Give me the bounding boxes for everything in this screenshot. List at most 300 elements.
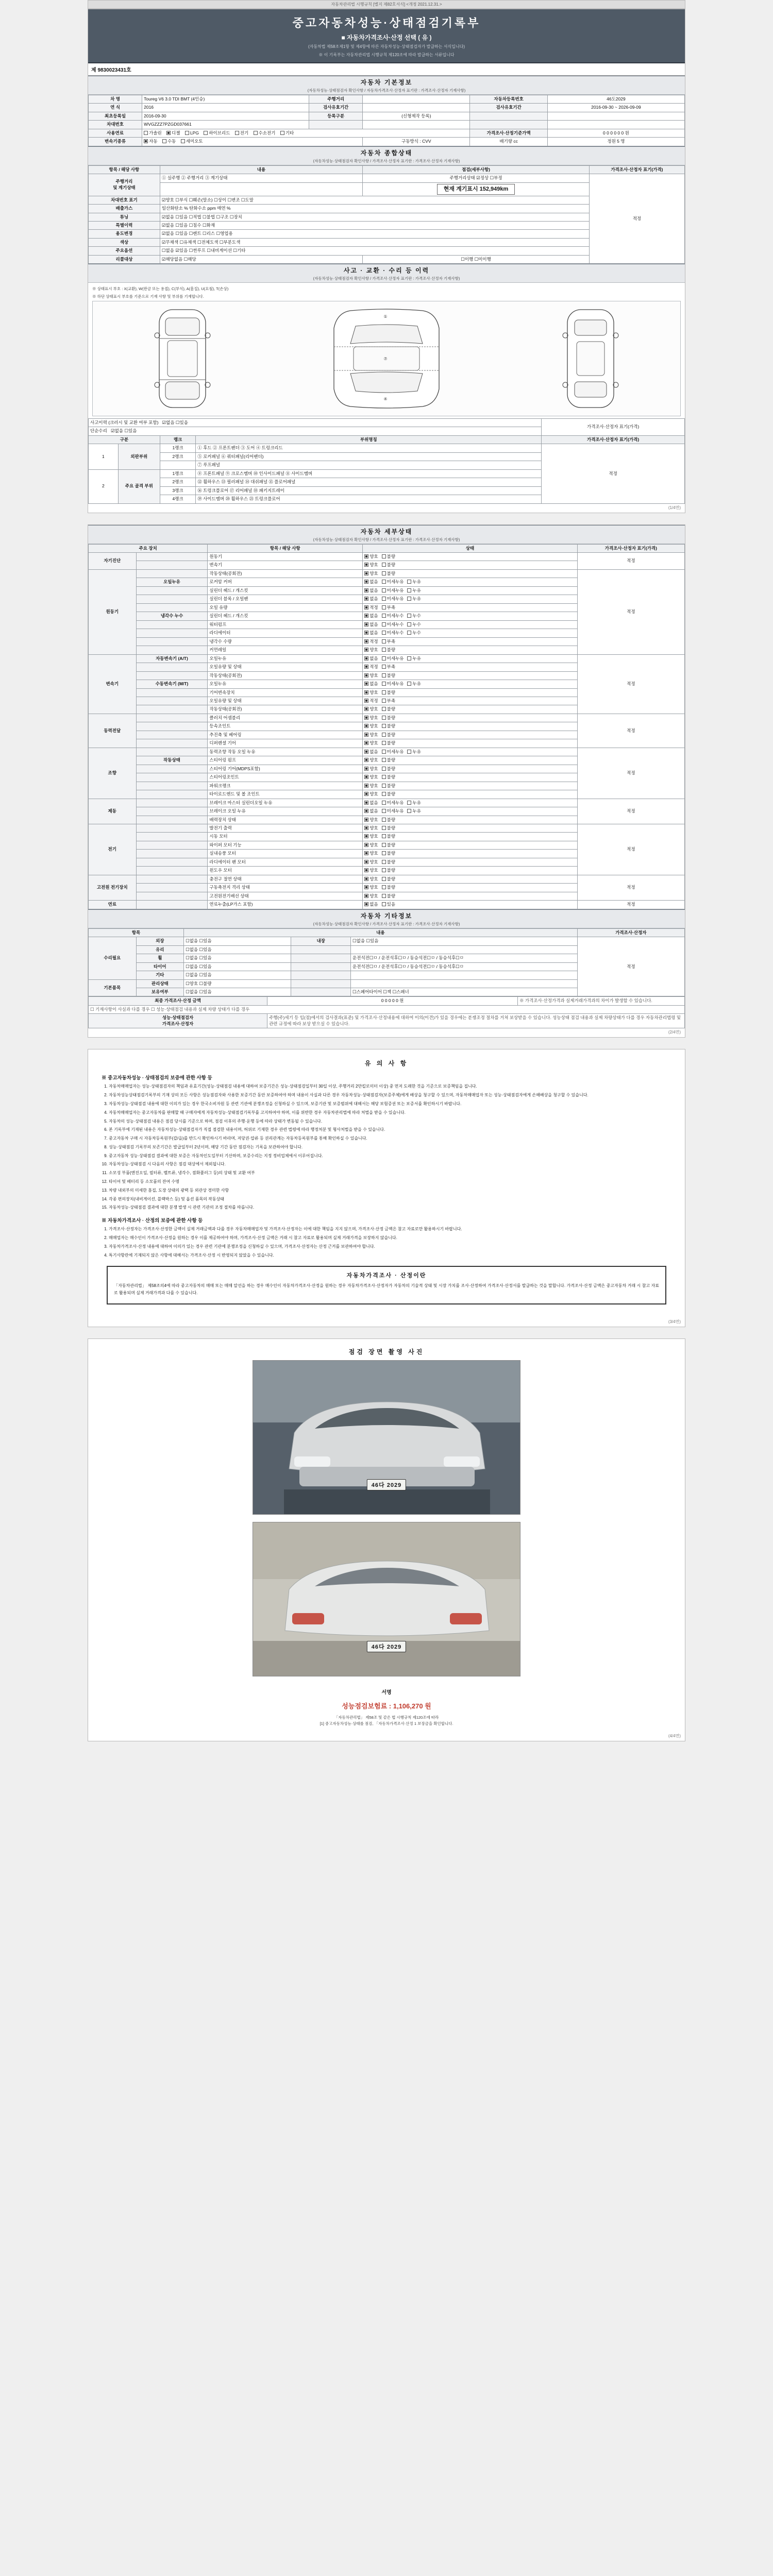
car-diagrams <box>92 301 681 416</box>
detail-subcategory <box>136 748 208 756</box>
state-checkbox[interactable]: 미세누유 <box>382 800 404 806</box>
section-basic-title: 자동차 기본정보 <box>360 79 413 86</box>
other-item-value-2[interactable]: 운전석전☐ㅁ / 운전석후☐ㅁ / 동승석전☐ㅁ / 동승석후☐ㅁ <box>351 954 578 962</box>
state-checkbox[interactable]: 불량 <box>382 673 395 679</box>
detail-item-state[interactable] <box>363 553 578 561</box>
detail-item-state[interactable] <box>363 722 578 731</box>
state-checkbox[interactable]: 불량 <box>382 690 395 696</box>
state-checkbox[interactable]: 적정 <box>364 639 378 645</box>
state-checkbox[interactable]: 불량 <box>382 723 395 729</box>
detail-item-name: 와이퍼 모터 기능 <box>208 841 363 849</box>
accident-history-table <box>88 418 685 504</box>
section-accident-desc: (자동차성능·상태점검자 확인사항 / 가격조사·산정자 표기란 : 가격조사·산정자 기재사항) <box>313 276 460 281</box>
accident-question-0: 사고이력 (크러시 및 교환 여부 포함) ☑없음 ☐있음 <box>89 418 542 427</box>
detail-subcategory <box>136 833 208 841</box>
section-overall-title: 자동차 종합상태 <box>360 149 413 157</box>
signature-label: 서명 <box>381 1689 392 1696</box>
label-reg-number: 자동차등록번호 <box>470 95 547 104</box>
detail-subcategory <box>136 765 208 773</box>
other-item-value-2[interactable]: ☐스페어타이어 ☐잭 ☐스패너 <box>351 988 578 996</box>
table-row <box>89 654 685 663</box>
table-row <box>89 569 685 578</box>
state-checkbox[interactable]: 미세누유 <box>382 808 404 814</box>
final-price-amount: 0 0 0 0 0 원 <box>267 997 518 1005</box>
state-checkbox[interactable]: 불량 <box>382 851 395 856</box>
fuel-option[interactable]: LPG <box>185 130 199 136</box>
detail-subcategory <box>136 553 208 561</box>
photo-footnote <box>88 1713 685 1732</box>
detail-item-name: 타이로드엔드 및 볼 조인트 <box>208 790 363 799</box>
detail-item-state[interactable] <box>363 688 578 697</box>
state-checkbox[interactable]: 있음 <box>382 902 395 907</box>
state-checkbox[interactable]: 양호 <box>364 715 378 721</box>
state-checkbox[interactable]: 미세누유 <box>382 656 404 662</box>
state-checkbox[interactable]: 불량 <box>382 562 395 568</box>
state-checkbox[interactable]: 불량 <box>382 893 395 899</box>
state-checkbox[interactable]: 불량 <box>382 825 395 831</box>
row-label-usechange: 용도변경 <box>89 230 160 238</box>
detail-item-state[interactable] <box>363 663 578 671</box>
state-checkbox[interactable]: 불량 <box>382 766 395 772</box>
detail-price-value: 적정 <box>577 654 684 714</box>
section-basic-info <box>88 76 685 95</box>
notice-heading-2: ※ 자동차가격조사 · 산정의 보증에 관한 사항 등 <box>102 1218 203 1224</box>
detail-item-state[interactable] <box>363 807 578 816</box>
detail-item-state[interactable] <box>363 892 578 900</box>
state-checkbox[interactable]: 부족 <box>382 698 395 704</box>
detail-subcategory <box>136 569 208 578</box>
state-checkbox[interactable]: 양호 <box>364 690 378 696</box>
state-checkbox[interactable]: 양호 <box>364 885 378 890</box>
state-checkbox[interactable]: 누유 <box>407 808 421 814</box>
detail-state-body <box>89 553 685 909</box>
value-mileage <box>363 95 470 104</box>
state-checkbox[interactable]: 미세누유 <box>382 596 404 602</box>
detail-price-value: 적정 <box>577 714 684 748</box>
state-checkbox[interactable]: 적정 <box>364 664 378 670</box>
detail-subcategory <box>136 595 208 603</box>
state-checkbox[interactable]: 불량 <box>382 817 395 823</box>
detail-item-state[interactable] <box>363 799 578 807</box>
state-checkbox[interactable]: 양호 <box>364 723 378 729</box>
detail-item-state[interactable] <box>363 765 578 773</box>
state-checkbox[interactable]: 없음 <box>364 749 378 755</box>
detail-price-value: 적정 <box>577 799 684 824</box>
other-info-table <box>88 928 685 997</box>
detail-item-state[interactable] <box>363 561 578 569</box>
signature-block-label: 성능·상태점검자 가격조사·산정자 <box>89 1014 267 1028</box>
detail-item-name: 변속기 <box>208 561 363 569</box>
table-row <box>89 553 685 561</box>
state-checkbox[interactable]: 적정 <box>364 698 378 704</box>
value-vin: WVGZZZ7PZGD037661 <box>142 121 309 129</box>
state-checkbox[interactable]: 부족 <box>382 664 395 670</box>
state-checkbox[interactable]: 불량 <box>382 859 395 865</box>
state-checkbox[interactable]: 양호 <box>364 774 378 780</box>
row-label-tuning: 튜닝 <box>89 213 160 221</box>
detail-item-state[interactable] <box>363 884 578 892</box>
detail-item-name: 구동축전지 격리 상태 <box>208 884 363 892</box>
fuel-option[interactable]: 가솔린 <box>144 130 162 136</box>
table-row <box>89 104 685 112</box>
group-no-2: 2 <box>89 469 119 503</box>
detail-item-name: 오일 유량 <box>208 603 363 612</box>
fuel-option[interactable]: 전기 <box>235 130 248 136</box>
state-checkbox[interactable]: 누수 <box>407 613 421 619</box>
row-label-mileage-meter: 주행거리 및 계기상태 <box>89 174 160 196</box>
state-checkbox[interactable]: 양호 <box>364 562 378 568</box>
state-checkbox[interactable]: 없음 <box>364 588 378 594</box>
detail-item-name: 윈도우 모터 <box>208 867 363 875</box>
other-item-value[interactable]: ☐없음 ☐있음 <box>184 937 291 945</box>
detail-item-state[interactable] <box>363 901 578 909</box>
row-content-3: 일산화탄소 % 탄화수소 ppm 매연 % <box>160 205 589 213</box>
state-checkbox[interactable]: 불량 <box>382 774 395 780</box>
detail-item-state[interactable] <box>363 824 578 833</box>
other-item-value[interactable]: ☐없음 ☐있음 <box>184 988 291 996</box>
detail-item-state[interactable] <box>363 816 578 824</box>
state-checkbox[interactable]: 불량 <box>382 715 395 721</box>
rank-cell: 1랭크 <box>160 469 195 478</box>
detail-item-name: 연료누출(LP가스 포함) <box>208 901 363 909</box>
detail-subcategory <box>136 731 208 739</box>
detail-item-name: 라디에이터 <box>208 629 363 637</box>
state-checkbox[interactable]: 누유 <box>407 579 421 585</box>
state-checkbox[interactable]: 불량 <box>382 783 395 789</box>
detail-category: 연료 <box>89 901 137 909</box>
table-row <box>89 174 685 182</box>
detail-item-state[interactable] <box>363 586 578 595</box>
notice-item: 1. 자동차매매업자는 성능·상태점검자의 책임과 유효기간(성능·상태점검 내용에 대하여 보증기간은 성능·상태점검일부터 30일 이상, 주행거리 2만킬로미터 이상) 중 먼저 도래한 것을 기준으로 보증책임을 집니다. <box>109 1083 671 1090</box>
notice-item: 8. 성능·상태점검 기록부의 보존기간은 발급일부터 2년이며, 해당 기간 동안 점검자는 기록을 보관하여야 합니다. <box>109 1144 671 1151</box>
detail-category: 조향 <box>89 748 137 799</box>
table-row <box>89 901 685 909</box>
detail-subcategory <box>136 714 208 722</box>
state-checkbox[interactable]: 양호 <box>364 554 378 560</box>
state-checkbox[interactable]: 불량 <box>382 571 395 577</box>
other-item-name: 타이어 <box>136 962 184 971</box>
fuel-option[interactable]: 하이브리드 <box>204 130 230 136</box>
section-other-title: 자동차 기타정보 <box>360 912 413 920</box>
detail-item-state[interactable] <box>363 671 578 680</box>
other-group-basic: 기본품목 <box>89 979 137 996</box>
section-overall-state <box>88 146 685 165</box>
other-item-name: 외장 <box>136 937 184 945</box>
detail-item-state[interactable] <box>363 790 578 799</box>
state-checkbox[interactable]: 없음 <box>364 596 378 602</box>
detail-item-state[interactable] <box>363 569 578 578</box>
state-checkbox[interactable]: 양호 <box>364 757 378 763</box>
col-other-content: 내용 <box>184 928 578 937</box>
detail-item-name: 스티어링조인트 <box>208 773 363 782</box>
state-checkbox[interactable]: 양호 <box>364 817 378 823</box>
form-legal-note: 자동차관리법 시행규칙 [별지 제82호서식] <개정 2021.12.31.> <box>88 0 685 9</box>
label-first-reg: 최초등록일 <box>89 112 142 120</box>
other-item-name: 유리 <box>136 945 184 954</box>
notice-item: 2. 매매업자는 매수인이 가격조사·산정을 원하는 경우 이를 제공하여야 하며, 가격조사·산정 금액은 거래 시 참고 자료로 활용되며 실제 거래가격을 보장하지 않습니다. <box>109 1235 671 1242</box>
state-checkbox[interactable]: 양호 <box>364 825 378 831</box>
detail-subcategory <box>136 663 208 671</box>
col-item: 항목 / 해당 사항 <box>89 165 160 174</box>
other-item-name-2 <box>291 945 351 954</box>
vehicle-photo-front <box>253 1360 520 1515</box>
other-item-name: 보유여부 <box>136 988 184 996</box>
page-mark-3: (3/4면) <box>668 1319 681 1324</box>
state-checkbox[interactable]: 불량 <box>382 876 395 882</box>
row-label-recall: 리콜대상 <box>89 255 160 263</box>
label-base-price: 가격조사·산정기준가액 <box>470 129 547 137</box>
state-checkbox[interactable]: 미세누유 <box>382 681 404 687</box>
state-checkbox[interactable]: 양호 <box>364 868 378 873</box>
state-checkbox[interactable]: 양호 <box>364 571 378 577</box>
table-row <box>89 1005 685 1013</box>
detail-category: 전기 <box>89 824 137 875</box>
detail-item-name: 파워크랭크 <box>208 782 363 790</box>
detail-item-state[interactable] <box>363 748 578 756</box>
detail-item-name: 작동상태(공회전) <box>208 569 363 578</box>
state-checkbox[interactable]: 미세누유 <box>382 588 404 594</box>
state-checkbox[interactable]: 양호 <box>364 859 378 865</box>
state-checkbox[interactable]: 없음 <box>364 656 378 662</box>
state-checkbox[interactable]: 양호 <box>364 893 378 899</box>
state-checkbox[interactable]: 없음 <box>364 800 378 806</box>
state-checkbox[interactable]: 양호 <box>364 706 378 712</box>
other-item-value[interactable]: ☐없음 ☐있음 <box>184 962 291 971</box>
state-checkbox[interactable]: 양호 <box>364 834 378 839</box>
value-blank-2 <box>363 121 470 129</box>
state-checkbox[interactable]: 없음 <box>364 579 378 585</box>
state-checkbox[interactable]: 불량 <box>382 868 395 873</box>
photo-section-title: 점검 장면 촬영 사진 <box>348 1348 425 1355</box>
other-item-value[interactable]: ☐양호 ☐불량 <box>184 979 291 988</box>
state-checkbox[interactable]: 양호 <box>364 842 378 848</box>
notice-list-2 <box>109 1226 671 1259</box>
footnote-line-1: 「자동차관리법」 제58조 및 같은 법 시행규칙 제120조에 따라 <box>334 1715 439 1720</box>
detail-category: 제동 <box>89 799 137 824</box>
rank-cell: 4랭크 <box>160 495 195 503</box>
detail-item-state[interactable] <box>363 705 578 714</box>
state-checkbox[interactable]: 양호 <box>364 791 378 797</box>
group-title-2: 주요 골격 부위 <box>118 469 160 503</box>
fuel-option[interactable]: 수소전기 <box>254 130 276 136</box>
notice-item: 13. 차량 내외부의 미세한 흠집, 도장 상태의 광택 등 외관상 경미한 사항 <box>109 1188 671 1194</box>
detail-item-name: 기어변속장치 <box>208 688 363 697</box>
state-checkbox[interactable]: 불량 <box>382 791 395 797</box>
other-item-value-2[interactable]: ☐없음 ☐있음 <box>351 937 578 945</box>
state-checkbox[interactable]: 없음 <box>364 681 378 687</box>
table-row <box>89 444 685 452</box>
other-item-value-2[interactable] <box>351 971 578 979</box>
state-checkbox[interactable]: 누유 <box>407 749 421 755</box>
state-checkbox[interactable]: 미세누수 <box>382 613 404 619</box>
state-checkbox[interactable]: 불량 <box>382 732 395 738</box>
state-checkbox[interactable]: 부족 <box>382 605 395 611</box>
state-checkbox[interactable]: 적정 <box>364 605 378 611</box>
detail-subcategory: 자동변속기 (A/T) <box>136 654 208 663</box>
state-checkbox[interactable]: 없음 <box>364 613 378 619</box>
detail-subcategory <box>136 875 208 883</box>
row-label-emission: 배출가스 <box>89 205 160 213</box>
state-checkbox[interactable]: 누유 <box>407 656 421 662</box>
detail-subcategory <box>136 620 208 629</box>
page-4 <box>88 1338 685 1741</box>
state-checkbox[interactable]: 불량 <box>382 706 395 712</box>
vehicle-photo-front-image <box>253 1361 520 1515</box>
detail-item-state[interactable] <box>363 850 578 858</box>
state-checkbox[interactable]: 양호 <box>364 647 378 653</box>
detail-item-name: 작동상태(공회전) <box>208 705 363 714</box>
fuel-option[interactable]: 디젤 <box>166 130 180 136</box>
detail-item-state[interactable] <box>363 714 578 722</box>
state-checkbox[interactable]: 누유 <box>407 588 421 594</box>
detail-item-state[interactable] <box>363 629 578 637</box>
part-names: ⑤ 로커패널 ⑥ 쿼터패널(리어팬더) <box>196 452 542 461</box>
detail-item-state[interactable] <box>363 739 578 748</box>
notice-section <box>88 1049 685 1317</box>
state-checkbox[interactable]: 불량 <box>382 885 395 890</box>
detail-subcategory <box>136 561 208 569</box>
state-checkbox[interactable]: 없음 <box>364 622 378 628</box>
detail-item-state[interactable] <box>363 603 578 612</box>
accident-price-label: 가격조사·산정자 표기(가격) <box>542 418 685 435</box>
state-checkbox[interactable]: 불량 <box>382 554 395 560</box>
detail-item-state[interactable] <box>363 731 578 739</box>
row-content-0: ① 실주행 ② 주행거리 ③ 계기상태 <box>160 174 362 182</box>
notice-item: 3. 자동차성능·상태점검 내용에 대한 이의가 있는 경우 한국소비자원 등 관련 기관에 분쟁조정을 신청하실 수 있으며, 보증기관 및 보증범위에 대해서는 해당 보험증권 또는 보증서를 확인하시기 바랍니다. <box>109 1101 671 1108</box>
trans-option[interactable]: 세미오토 <box>181 139 203 144</box>
detail-item-state[interactable] <box>363 578 578 586</box>
detail-item-state[interactable] <box>363 620 578 629</box>
detail-item-name: 스티어링 기어(MDPS포함) <box>208 765 363 773</box>
other-item-name: 관리상태 <box>136 979 184 988</box>
detail-item-state[interactable] <box>363 756 578 765</box>
detail-item-state[interactable] <box>363 680 578 688</box>
state-checkbox[interactable]: 미세누유 <box>382 579 404 585</box>
detail-subcategory <box>136 841 208 849</box>
detail-item-state[interactable] <box>363 841 578 849</box>
state-checkbox[interactable]: 양호 <box>364 766 378 772</box>
detail-item-state[interactable] <box>363 867 578 875</box>
state-checkbox[interactable]: 불량 <box>382 757 395 763</box>
final-price-label: 최종 가격조사·산정 금액 <box>89 997 267 1005</box>
state-checkbox[interactable]: 누유 <box>407 681 421 687</box>
detail-category: 자기진단 <box>89 553 137 570</box>
other-item-name-2 <box>291 954 351 962</box>
detail-item-name: 등속조인트 <box>208 722 363 731</box>
state-checkbox[interactable]: 양호 <box>364 673 378 679</box>
svg-text:④: ④ <box>383 396 388 401</box>
state-checkbox[interactable]: 양호 <box>364 876 378 882</box>
label-inspection-valid: 검사유효기간 <box>470 104 547 112</box>
value-blank-1 <box>547 112 684 120</box>
state-checkbox[interactable]: 불량 <box>382 647 395 653</box>
state-checkbox[interactable]: 누유 <box>407 800 421 806</box>
state-checkbox[interactable]: 없음 <box>364 902 378 907</box>
detail-item-state[interactable] <box>363 646 578 654</box>
detail-item-state[interactable] <box>363 773 578 782</box>
detail-item-name: 원동기 <box>208 553 363 561</box>
notice-item: 2. 자동차성능상태점검기록부의 기재 상의 모든 사항은 성능점검자와 사용한 보증기간 동안 보증하여야 하며 내용이 사실과 다른 경우 자동차성능·상태점검자(보증주체)에게 배상을 청구할 수 있으며, 자동차매매업자 또는 성능·상태점검자에게 손해배상을 청구할 수 있습니다. <box>109 1092 671 1099</box>
state-checkbox[interactable]: 미세누수 <box>382 630 404 636</box>
basic-info-table <box>88 95 685 146</box>
row-content-6: ☑없음 ☐있음 ☐렌트 ☐리스 ☐영업용 <box>160 230 589 238</box>
state-checkbox[interactable]: 불량 <box>382 740 395 746</box>
state-checkbox[interactable]: 없음 <box>364 808 378 814</box>
other-item-name-2 <box>291 979 351 988</box>
detail-item-state[interactable] <box>363 697 578 705</box>
drive-type: 구동방식 : CVV <box>363 138 470 146</box>
detail-item-state[interactable] <box>363 833 578 841</box>
fuel-option[interactable]: 기타 <box>280 130 294 136</box>
part-names: ⑯ 트렁크플로어 ⑰ 리어패널 ⑱ 패키지트레이 <box>196 486 542 495</box>
other-item-value[interactable]: ☐없음 ☐있음 <box>184 971 291 979</box>
state-checkbox[interactable]: 누수 <box>407 630 421 636</box>
detail-item-state[interactable] <box>363 875 578 883</box>
detail-category: 원동기 <box>89 569 137 654</box>
table-row-fuel <box>89 129 685 137</box>
state-checkbox[interactable]: 미세누수 <box>382 622 404 628</box>
detail-item-name: 라디에이터 팬 모터 <box>208 858 363 866</box>
trans-option[interactable]: 수동 <box>162 139 176 144</box>
state-checkbox[interactable]: 누유 <box>407 596 421 602</box>
detail-item-state[interactable] <box>363 654 578 663</box>
detail-item-name: 브레이크 마스터 실린더오일 누유 <box>208 799 363 807</box>
detail-item-name: 클러치 어셈블리 <box>208 714 363 722</box>
section-detail-title: 자동차 세부상태 <box>360 528 413 535</box>
row-content-4: ☑없음 ☐있음 ☐적법 ☐불법 ☐구조 ☐장치 <box>160 213 589 221</box>
trans-option[interactable]: 자동 <box>144 139 157 144</box>
declaration-box <box>107 1266 666 1304</box>
other-item-value-2[interactable] <box>351 979 578 988</box>
state-checkbox[interactable]: 부족 <box>382 639 395 645</box>
other-item-value-2[interactable] <box>351 945 578 954</box>
other-item-value-2[interactable]: 운전석전☐ㅁ / 운전석후☐ㅁ / 동승석전☐ㅁ / 동승석후☐ㅁ <box>351 962 578 971</box>
other-item-value[interactable]: ☐없음 ☐있음 <box>184 945 291 954</box>
state-checkbox[interactable]: 불량 <box>382 834 395 839</box>
detail-subcategory <box>136 629 208 637</box>
state-checkbox[interactable]: 양호 <box>364 732 378 738</box>
state-checkbox[interactable]: 불량 <box>382 842 395 848</box>
declaration-title: 자동차가격조사 · 산정이란 <box>346 1273 427 1279</box>
fee-value: 1,106,270 원 <box>393 1702 431 1710</box>
vehicle-photo-rear <box>253 1522 520 1676</box>
state-checkbox[interactable]: 누수 <box>407 622 421 628</box>
col-detail-item: 항목 / 해당 사항 <box>208 544 363 552</box>
detail-subcategory: 냉각수 누수 <box>136 612 208 620</box>
displacement: 배기량 cc <box>470 138 547 146</box>
part-names: ⑧ 프론트패널 ⑨ 크로스멤버 ⑩ 인사이드패널 ⑪ 사이드멤버 <box>196 469 542 478</box>
state-checkbox[interactable]: 양호 <box>364 851 378 856</box>
detail-item-state[interactable] <box>363 637 578 646</box>
state-checkbox[interactable]: 없음 <box>364 630 378 636</box>
table-row <box>89 748 685 756</box>
detail-subcategory <box>136 884 208 892</box>
detail-item-state[interactable] <box>363 595 578 603</box>
col-part-group: 구분 <box>89 435 160 444</box>
detail-item-name: 로커암 커버 <box>208 578 363 586</box>
other-item-value[interactable]: ☐없음 ☐있음 <box>184 954 291 962</box>
value-year: 2016 <box>142 104 309 112</box>
state-checkbox[interactable]: 양호 <box>364 740 378 746</box>
detail-item-state[interactable] <box>363 612 578 620</box>
detail-item-state[interactable] <box>363 858 578 866</box>
state-checkbox[interactable]: 미세누유 <box>382 749 404 755</box>
detail-item-state[interactable] <box>363 782 578 790</box>
notice-item: 4. 자동차매매업자는 중고자동차를 판매할 때 구매자에게 자동차성능·상태점검기록부를 고지하여야 하며, 이를 위반한 경우 자동차관리법에 따라 처벌을 받을 수 있습니다. <box>109 1110 671 1116</box>
page-mark-1: (1/4면) <box>668 505 681 510</box>
state-checkbox[interactable]: 양호 <box>364 783 378 789</box>
document-subtitle: ■ 자동차가격조사·산정 선택 ( 유 ) <box>341 34 432 41</box>
